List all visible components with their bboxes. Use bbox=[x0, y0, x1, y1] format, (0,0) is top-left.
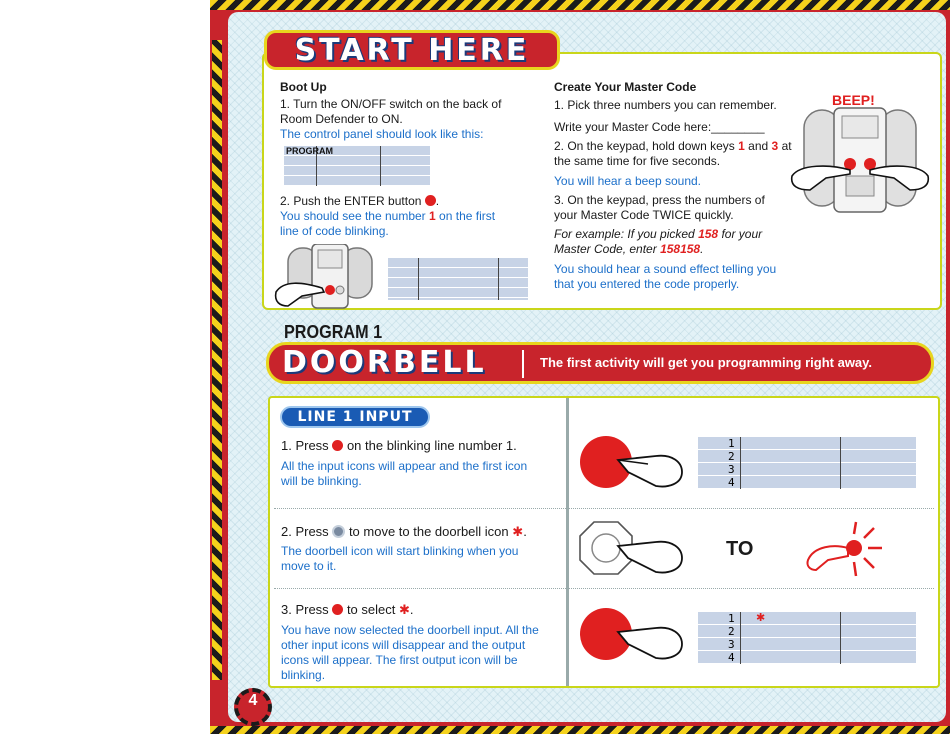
program-title: DOORBELL bbox=[282, 345, 487, 380]
master-example-num1: 158 bbox=[698, 227, 719, 241]
hazard-stripe-bottom bbox=[210, 726, 950, 734]
master-step-2 bbox=[554, 139, 794, 169]
lcd-line-number-4: 4 bbox=[728, 651, 735, 664]
master-step-2-and: and bbox=[748, 139, 769, 153]
row-divider-2 bbox=[274, 588, 934, 589]
input-step-3: 3. Press to select ✱. bbox=[281, 602, 414, 617]
lcd-line-number-2: 2 bbox=[728, 450, 735, 463]
program-banner-divider bbox=[522, 350, 524, 378]
master-example-num2: 158158 bbox=[660, 242, 701, 256]
boot-step-2-text: 2. Push the ENTER button bbox=[280, 194, 422, 208]
boot-step-2-note bbox=[280, 209, 505, 239]
input-step-1 bbox=[281, 438, 561, 453]
lcd-line-number-1: 1 bbox=[728, 437, 735, 450]
master-example-a: For example: If you picked bbox=[554, 227, 695, 241]
input-step-1-a: 1. Press bbox=[281, 438, 329, 453]
page-number: 4 bbox=[248, 692, 258, 709]
doorbell-icon: ✱ bbox=[512, 524, 524, 539]
lcd-line-number-4: 4 bbox=[728, 476, 735, 489]
enter-button-icon bbox=[332, 440, 343, 451]
input-step-3-b: to select bbox=[346, 602, 396, 617]
keypad-illustration bbox=[790, 106, 930, 216]
key-3: 3 bbox=[771, 139, 779, 153]
lcd-line-number-1: 1 bbox=[728, 612, 735, 625]
master-example-b: for your Master Code, enter bbox=[554, 227, 763, 256]
scroll-button-icon bbox=[332, 525, 345, 538]
program-lcd bbox=[284, 146, 430, 186]
boot-step-2-note-b: on the first line of code blinking. bbox=[280, 209, 496, 238]
enter-button-icon bbox=[425, 195, 436, 206]
master-write-line: Write your Master Code here:________ bbox=[554, 120, 765, 134]
column-divider bbox=[566, 398, 569, 686]
program-lcd-label: PROGRAM bbox=[286, 146, 333, 156]
input-step-2-note: The doorbell icon will start blinking when you move to it. bbox=[281, 544, 519, 573]
input-step-2: 2. Press to move to the doorbell icon ✱. bbox=[281, 524, 527, 539]
lcd-line-number-2: 2 bbox=[728, 625, 735, 638]
line-lcd-1 bbox=[698, 437, 916, 489]
program-label: PROGRAM 1 bbox=[284, 322, 383, 342]
line-input-tab: LINE 1 INPUT bbox=[280, 406, 430, 428]
boot-step-2: 2. Push the ENTER button . bbox=[280, 194, 440, 208]
device-press-illustration bbox=[272, 244, 382, 312]
hazard-stripe-top bbox=[210, 0, 950, 10]
doorbell-large-icon bbox=[804, 520, 884, 580]
lcd-line-number-3: 3 bbox=[728, 463, 735, 476]
doorbell-icon: ✱ bbox=[398, 602, 410, 617]
boot-step-1: 1. Turn the ON/OFF switch on the back of Room Defender to ON. bbox=[280, 97, 502, 126]
start-here-title: START HERE bbox=[264, 30, 560, 70]
enter-button-icon bbox=[332, 604, 343, 615]
press-red-button-illustration-2 bbox=[578, 604, 688, 666]
master-example bbox=[554, 227, 779, 257]
row-divider-1 bbox=[274, 508, 934, 509]
input-step-2-b: to move to the doorbell icon bbox=[348, 524, 509, 539]
master-example-c: . bbox=[700, 242, 704, 256]
to-label: TO bbox=[726, 538, 754, 560]
boot-lcd-blinking bbox=[388, 258, 528, 300]
master-step-2-b: at the same time for five seconds. bbox=[554, 139, 792, 168]
lcd-line-number-3: 3 bbox=[728, 638, 735, 651]
input-step-2-a: 2. Press bbox=[281, 524, 329, 539]
master-step-1: 1. Pick three numbers you can remember. bbox=[554, 98, 777, 112]
boot-step-2-note-a: You should see the number bbox=[280, 209, 426, 223]
master-step-3: 3. On the keypad, press the numbers of your Master Code TWICE quickly. bbox=[554, 193, 765, 222]
line-lcd-2 bbox=[698, 612, 916, 664]
program-subtitle: The first activity will get you programming right away. bbox=[540, 355, 873, 370]
boot-step-1-note: The control panel should look like this: bbox=[280, 127, 484, 141]
input-step-3-a: 3. Press bbox=[281, 602, 329, 617]
beep-label: BEEP! bbox=[832, 92, 875, 108]
press-red-button-illustration-1 bbox=[578, 432, 688, 494]
master-final-note: You should hear a sound effect telling you that you entered the code properly. bbox=[554, 262, 777, 291]
master-code-heading: Create Your Master Code bbox=[554, 80, 697, 94]
boot-up-heading: Boot Up bbox=[280, 80, 327, 94]
boot-step-2-number: 1 bbox=[429, 209, 436, 223]
hazard-stripe-left bbox=[212, 40, 222, 680]
input-step-3-note: You have now selected the doorbell input. All the other input icons will disappear and the output icons will appear. The first output icon will be blinking. bbox=[281, 623, 539, 682]
press-scroll-button-illustration bbox=[578, 516, 688, 580]
master-step-2-a: 2. On the keypad, hold down keys bbox=[554, 139, 735, 153]
input-step-1-note: All the input icons will appear and the first icon will be blinking. bbox=[281, 459, 528, 488]
input-step-1-b: on the blinking line number 1. bbox=[346, 438, 517, 453]
master-step-2-note: You will hear a beep sound. bbox=[554, 174, 701, 188]
lcd-doorbell-icon: ✱ bbox=[756, 612, 766, 624]
key-1: 1 bbox=[738, 139, 745, 153]
